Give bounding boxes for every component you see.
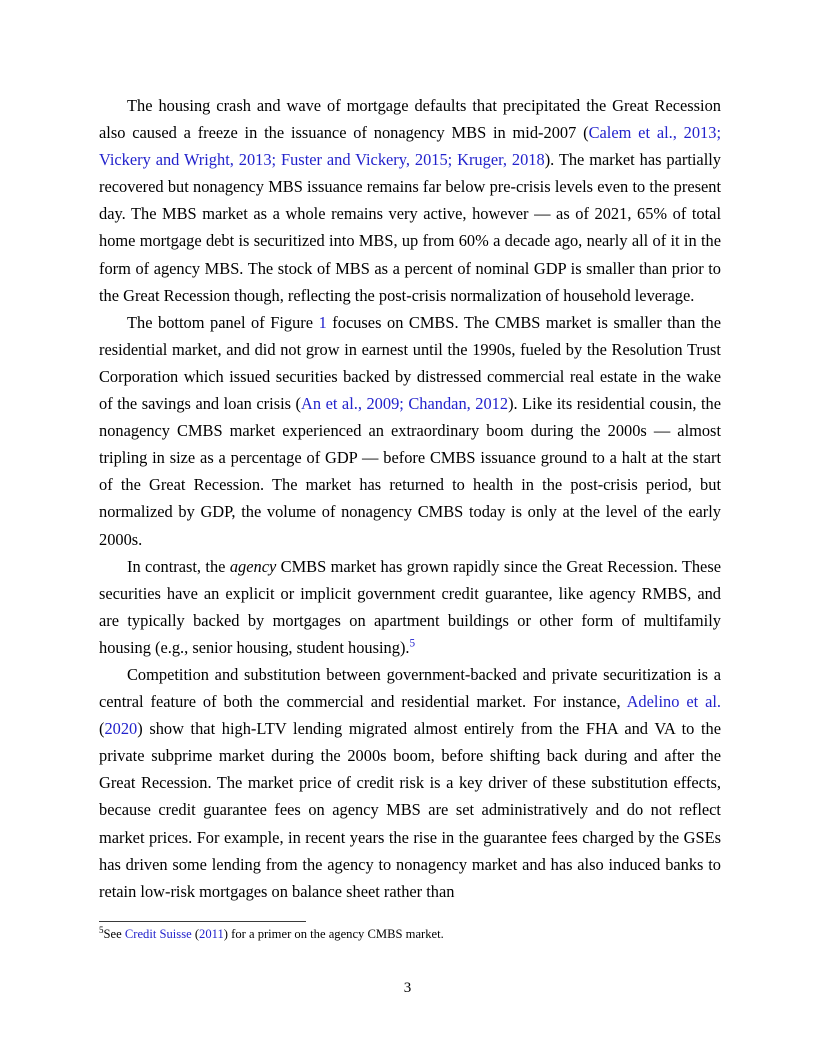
footnote-entry-5 <box>99 926 721 942</box>
footnote-number: 5 <box>99 924 104 935</box>
footnote-block <box>99 921 721 942</box>
citation-separator: ; <box>399 394 409 414</box>
paragraph-text: In contrast, the <box>127 556 230 576</box>
page-number: 3 <box>403 980 412 996</box>
emphasized-term-agency: agency <box>229 556 277 576</box>
citation-separator: ; <box>271 150 281 170</box>
citation-link-fuster-vickery[interactable]: Fuster and Vickery, 2015 <box>281 150 448 170</box>
paragraph-text-continued: CMBS market has grown rapidly since the Great Recession. These securities have an explicit or implicit government credit guarantee, like agency RMBS, and are typically backed by mortgages on apartment buildings or other form of multifamily housing (e.g., senior housing, student housing). <box>99 556 721 657</box>
footnote-text: See <box>103 927 125 941</box>
paragraph-agency-cmbs <box>99 553 721 661</box>
body-text-column <box>99 92 721 905</box>
paragraph-text-continued: ). The market has partially recovered but nonagency MBS issuance remains far below pre-crisis levels even to the present day. The MBS market as a whole remains very active, however — as of 2021, 65% of total home mortgage debt is securitized into MBS, up from 60% a decade ago, nearly all of it in the form of agency MBS. The stock of MBS as a percent of nominal GDP is smaller than prior to the Great Recession though, reflecting the post-crisis normalization of household leverage. <box>99 150 722 305</box>
citation-link-vickery-wright[interactable]: Vickery and Wright, 2013 <box>99 150 272 170</box>
paragraph-text: The bottom panel of Figure <box>127 312 319 332</box>
footnote-marker-link[interactable]: 5 <box>409 637 416 650</box>
citation-separator: ; <box>447 150 458 170</box>
citation-link-calem[interactable]: Calem et al., 2013 <box>588 123 717 143</box>
paragraph-text-continued: ). Like its residential cousin, the nonagency CMBS market experienced an extraordinary boom during the 2000s — almost tripling in size as a percentage of GDP — before CMBS issuance ground to a halt at the start of the Great Recession. The market has returned to health in the post-crisis period, but normalized by GDP, the volume of nonagency CMBS today is only at the level of the early 2000s. <box>99 394 721 549</box>
paragraph-text-continued: ) show that high-LTV lending migrated almost entirely from the FHA and VA to the private subprime market during the 2000s boom, before shifting back during and after the Great Recession. The market price of credit risk is a key driver of these substitution effects, because credit guarantee fees on agency MBS are set administratively and do not reflect market prices. For example, in recent years the rise in the guarantee fees charged by the GSEs has driven some lending from the agency to nonagency market and has also induced banks to retain low-risk mortgages on balance sheet rather than <box>99 719 721 901</box>
paragraph-mbs-market <box>99 92 721 309</box>
paragraph-text: The housing crash and wave of mortgage defaults that precipitated the Great Recession also caused a freeze in the issuance of nonagency MBS in mid-2007 ( <box>99 96 721 143</box>
footnote-text-continued: ) for a primer on the agency CMBS market. <box>223 927 444 941</box>
figure-reference-link[interactable]: 1 <box>318 312 327 332</box>
footnote-citation-link-credit-suisse[interactable]: Credit Suisse <box>124 927 192 941</box>
citation-separator: ; <box>716 123 721 143</box>
citation-link-adelino[interactable]: Adelino et al. <box>626 692 721 712</box>
footnote-text-continued: ( <box>191 927 200 941</box>
citation-link-an[interactable]: An et al., 2009 <box>301 394 400 414</box>
footnote-citation-link-year[interactable]: 2011 <box>199 927 224 941</box>
paragraph-text-continued: ( <box>99 719 105 739</box>
citation-link-chandan[interactable]: Chandan, 2012 <box>408 394 509 414</box>
paragraph-text-continued: focuses on CMBS. The CMBS market is smaller than the residential market, and did not grow in earnest until the 1990s, fueled by the Resolution Trust Corporation which issued securities backed by distressed commercial real estate in the wake of the savings and loan crisis ( <box>99 312 722 414</box>
paragraph-competition-substitution <box>99 661 721 905</box>
footnote-separator-rule <box>99 921 306 922</box>
citation-link-kruger[interactable]: Kruger, 2018 <box>457 150 545 170</box>
paragraph-text: Competition and substitution between government-backed and private securitization is a central feature of both the commercial and residential market. For instance, <box>99 664 721 712</box>
paragraph-cmbs-figure <box>99 309 721 553</box>
citation-link-adelino-year[interactable]: 2020 <box>104 719 138 739</box>
